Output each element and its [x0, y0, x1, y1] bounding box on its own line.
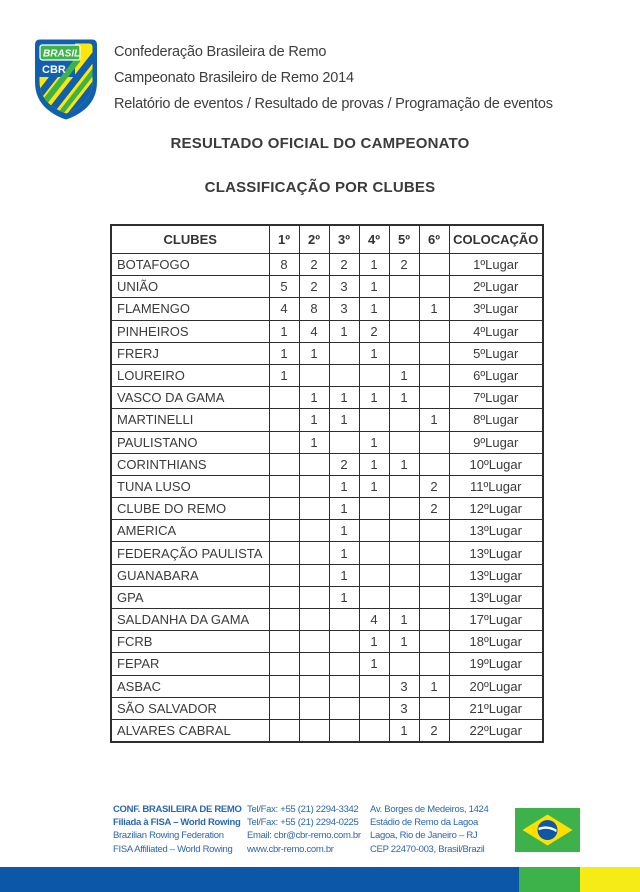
place-count-cell: [269, 697, 299, 719]
place-count-cell: [269, 653, 299, 675]
place-count-cell: [269, 675, 299, 697]
place-count-cell: [419, 631, 449, 653]
place-count-cell: 1: [299, 387, 329, 409]
footer-address-column: [370, 803, 530, 856]
club-name-cell: UNIÃO: [111, 276, 269, 298]
event-name-line: Campeonato Brasileiro de Remo 2014: [114, 70, 354, 86]
place-count-cell: [269, 631, 299, 653]
place-count-cell: [419, 520, 449, 542]
place-count-cell: [389, 498, 419, 520]
place-count-cell: 1: [419, 298, 449, 320]
col-header-place-1: 1º: [269, 225, 299, 254]
colocacao-cell: 13ºLugar: [449, 542, 543, 564]
document-header: [30, 36, 553, 122]
place-count-cell: 4: [359, 609, 389, 631]
table-row: [111, 342, 543, 364]
place-count-cell: 2: [359, 320, 389, 342]
logo-cbr-text: CBR: [42, 64, 66, 76]
place-count-cell: [419, 697, 449, 719]
place-count-cell: [269, 719, 299, 742]
club-name-cell: CORINTHIANS: [111, 453, 269, 475]
place-count-cell: 1: [359, 254, 389, 276]
place-count-cell: [419, 586, 449, 608]
place-count-cell: [269, 453, 299, 475]
place-count-cell: [389, 298, 419, 320]
place-count-cell: [419, 564, 449, 586]
club-name-cell: LOUREIRO: [111, 364, 269, 386]
place-count-cell: [269, 609, 299, 631]
club-name-cell: SÃO SALVADOR: [111, 697, 269, 719]
title-classification-by-clubs: CLASSIFICAÇÃO POR CLUBES: [204, 179, 436, 196]
place-count-cell: [359, 697, 389, 719]
place-count-cell: [419, 542, 449, 564]
place-count-cell: 1: [419, 675, 449, 697]
place-count-cell: [299, 609, 329, 631]
place-count-cell: [359, 586, 389, 608]
place-count-cell: 8: [269, 254, 299, 276]
logo-brasil-text: BRASIL: [43, 48, 81, 60]
club-name-cell: CLUBE DO REMO: [111, 498, 269, 520]
club-name-cell: FCRB: [111, 631, 269, 653]
colocacao-cell: 13ºLugar: [449, 520, 543, 542]
place-count-cell: 1: [269, 342, 299, 364]
colocacao-cell: 12ºLugar: [449, 498, 543, 520]
place-count-cell: 1: [329, 498, 359, 520]
header-text-block: [114, 36, 553, 122]
colocacao-cell: 21ºLugar: [449, 697, 543, 719]
footer-address-line: Lagoa, Rio de Janeiro – RJ: [370, 830, 478, 842]
table-row: [111, 254, 543, 276]
colocacao-cell: 22ºLugar: [449, 719, 543, 742]
place-count-cell: 1: [299, 342, 329, 364]
place-count-cell: 1: [269, 320, 299, 342]
table-row: [111, 586, 543, 608]
col-header-place-3: 3º: [329, 225, 359, 254]
place-count-cell: 2: [329, 453, 359, 475]
place-count-cell: 1: [389, 364, 419, 386]
colocacao-cell: 20ºLugar: [449, 675, 543, 697]
place-count-cell: 3: [329, 298, 359, 320]
place-count-cell: 1: [269, 364, 299, 386]
colocacao-cell: 5ºLugar: [449, 342, 543, 364]
colocacao-cell: 1ºLugar: [449, 254, 543, 276]
place-count-cell: 1: [389, 387, 419, 409]
club-name-cell: FRERJ: [111, 342, 269, 364]
brazil-flag-icon: [515, 808, 580, 852]
place-count-cell: [389, 409, 419, 431]
place-count-cell: 1: [359, 653, 389, 675]
table-row: [111, 542, 543, 564]
place-count-cell: 2: [299, 254, 329, 276]
place-count-cell: 1: [359, 342, 389, 364]
club-name-cell: GPA: [111, 586, 269, 608]
col-header-clubes: CLUBES: [111, 225, 269, 254]
place-count-cell: [269, 586, 299, 608]
colocacao-cell: 4ºLugar: [449, 320, 543, 342]
place-count-cell: [389, 276, 419, 298]
place-count-cell: 1: [359, 431, 389, 453]
place-count-cell: [389, 342, 419, 364]
place-count-cell: [419, 276, 449, 298]
club-name-cell: FEPAR: [111, 653, 269, 675]
place-count-cell: [299, 498, 329, 520]
col-header-place-4: 4º: [359, 225, 389, 254]
club-name-cell: FLAMENGO: [111, 298, 269, 320]
place-count-cell: [269, 542, 299, 564]
colocacao-cell: 3ºLugar: [449, 298, 543, 320]
place-count-cell: [359, 675, 389, 697]
place-count-cell: [359, 542, 389, 564]
col-header-place-6: 6º: [419, 225, 449, 254]
footer-address-line: Estádio de Remo da Lagoa: [370, 817, 478, 829]
place-count-cell: [359, 719, 389, 742]
place-count-cell: 1: [389, 609, 419, 631]
colocacao-cell: 13ºLugar: [449, 564, 543, 586]
place-count-cell: 2: [299, 276, 329, 298]
place-count-cell: 3: [389, 675, 419, 697]
place-count-cell: [299, 631, 329, 653]
table-row: [111, 653, 543, 675]
place-count-cell: [359, 409, 389, 431]
place-count-cell: [299, 697, 329, 719]
colocacao-cell: 9ºLugar: [449, 431, 543, 453]
footer-org-line: FISA Affiliated – World Rowing: [113, 843, 233, 855]
table-row: [111, 675, 543, 697]
table-row: [111, 387, 543, 409]
club-name-cell: GUANABARA: [111, 564, 269, 586]
place-count-cell: [389, 542, 419, 564]
place-count-cell: 1: [329, 320, 359, 342]
table-header-row: [111, 225, 543, 254]
table-row: [111, 719, 543, 742]
place-count-cell: 2: [419, 498, 449, 520]
table-row: [111, 697, 543, 719]
place-count-cell: 4: [299, 320, 329, 342]
table-row: [111, 609, 543, 631]
place-count-cell: [299, 475, 329, 497]
place-count-cell: [269, 498, 299, 520]
club-name-cell: ALVARES CABRAL: [111, 719, 269, 742]
place-count-cell: 8: [299, 298, 329, 320]
place-count-cell: [299, 520, 329, 542]
place-count-cell: [389, 320, 419, 342]
club-name-cell: VASCO DA GAMA: [111, 387, 269, 409]
place-count-cell: [359, 498, 389, 520]
club-name-cell: BOTAFOGO: [111, 254, 269, 276]
club-name-cell: PINHEIROS: [111, 320, 269, 342]
place-count-cell: 1: [419, 409, 449, 431]
place-count-cell: [299, 542, 329, 564]
colocacao-cell: 19ºLugar: [449, 653, 543, 675]
club-name-cell: AMERICA: [111, 520, 269, 542]
place-count-cell: [419, 254, 449, 276]
colocacao-cell: 8ºLugar: [449, 409, 543, 431]
footer-org-column: [113, 803, 247, 856]
footer-contact-line: Tel/Fax: +55 (21) 2294-0225: [247, 817, 359, 829]
table-row: [111, 631, 543, 653]
place-count-cell: [329, 719, 359, 742]
place-count-cell: [389, 520, 419, 542]
place-count-cell: [359, 364, 389, 386]
place-count-cell: 1: [329, 542, 359, 564]
place-count-cell: 1: [389, 719, 419, 742]
place-count-cell: 1: [329, 409, 359, 431]
colocacao-cell: 18ºLugar: [449, 631, 543, 653]
document-footer: [113, 803, 530, 856]
place-count-cell: 1: [329, 520, 359, 542]
place-count-cell: 1: [359, 298, 389, 320]
footer-org-line: Filiada à FISA – World Rowing: [113, 817, 241, 829]
place-count-cell: [419, 387, 449, 409]
col-header-place-2: 2º: [299, 225, 329, 254]
footer-org-line: Brazilian Rowing Federation: [113, 830, 224, 842]
table-row: [111, 475, 543, 497]
club-name-cell: MARTINELLI: [111, 409, 269, 431]
place-count-cell: [299, 453, 329, 475]
cbr-logo-icon: [30, 36, 102, 122]
footer-org-line: CONF. BRASILEIRA DE REMO: [113, 804, 242, 815]
footer-contact-line: www.cbr-remo.com.br: [247, 843, 334, 855]
footer-address-line: CEP 22470-003, Brasil/Brazil: [370, 843, 485, 855]
place-count-cell: [329, 631, 359, 653]
bar-yellow-segment: [580, 867, 640, 892]
place-count-cell: 1: [389, 453, 419, 475]
place-count-cell: [419, 609, 449, 631]
place-count-cell: [299, 564, 329, 586]
colocacao-cell: 11ºLugar: [449, 475, 543, 497]
place-count-cell: 1: [329, 387, 359, 409]
place-count-cell: [329, 653, 359, 675]
place-count-cell: 1: [389, 631, 419, 653]
place-count-cell: [419, 320, 449, 342]
title-official-result: RESULTADO OFICIAL DO CAMPEONATO: [170, 135, 470, 152]
place-count-cell: 1: [359, 453, 389, 475]
place-count-cell: [269, 409, 299, 431]
table-row: [111, 364, 543, 386]
place-count-cell: [419, 653, 449, 675]
place-count-cell: 3: [329, 276, 359, 298]
place-count-cell: 1: [299, 431, 329, 453]
colocacao-cell: 13ºLugar: [449, 586, 543, 608]
colocacao-cell: 17ºLugar: [449, 609, 543, 631]
footer-address-line: Av. Borges de Medeiros, 1424: [370, 804, 489, 815]
place-count-cell: [299, 675, 329, 697]
club-name-cell: TUNA LUSO: [111, 475, 269, 497]
place-count-cell: [269, 475, 299, 497]
footer-contact-line: Email: cbr@cbr-remo.com.br: [247, 830, 361, 842]
col-header-place-5: 5º: [389, 225, 419, 254]
col-header-colocacao: COLOCAÇÃO: [449, 225, 543, 254]
club-name-cell: PAULISTANO: [111, 431, 269, 453]
place-count-cell: 2: [419, 719, 449, 742]
place-count-cell: [329, 609, 359, 631]
place-count-cell: 4: [269, 298, 299, 320]
place-count-cell: [359, 520, 389, 542]
place-count-cell: 5: [269, 276, 299, 298]
colocacao-cell: 2ºLugar: [449, 276, 543, 298]
place-count-cell: 1: [359, 387, 389, 409]
table-row: [111, 409, 543, 431]
place-count-cell: [329, 697, 359, 719]
table-row: [111, 298, 543, 320]
table-row: [111, 276, 543, 298]
place-count-cell: [269, 520, 299, 542]
place-count-cell: [299, 364, 329, 386]
table-row: [111, 564, 543, 586]
place-count-cell: [269, 387, 299, 409]
place-count-cell: [389, 653, 419, 675]
place-count-cell: [389, 431, 419, 453]
footer-contact-column: [247, 803, 370, 856]
footer-contact-line: Tel/Fax: +55 (21) 2294-3342: [247, 804, 359, 815]
table-row: [111, 520, 543, 542]
place-count-cell: [269, 431, 299, 453]
bar-blue-segment: [0, 867, 519, 892]
place-count-cell: 1: [359, 475, 389, 497]
place-count-cell: 1: [329, 586, 359, 608]
place-count-cell: 1: [359, 631, 389, 653]
table-row: [111, 453, 543, 475]
place-count-cell: [359, 564, 389, 586]
place-count-cell: [419, 342, 449, 364]
table-row: [111, 498, 543, 520]
place-count-cell: [419, 364, 449, 386]
bar-green-segment: [519, 867, 580, 892]
place-count-cell: 1: [329, 564, 359, 586]
place-count-cell: 2: [329, 254, 359, 276]
place-count-cell: [269, 564, 299, 586]
club-name-cell: SALDANHA DA GAMA: [111, 609, 269, 631]
place-count-cell: 3: [389, 697, 419, 719]
place-count-cell: [389, 564, 419, 586]
place-count-cell: 1: [329, 475, 359, 497]
place-count-cell: [329, 364, 359, 386]
place-count-cell: 2: [389, 254, 419, 276]
colocacao-cell: 6ºLugar: [449, 364, 543, 386]
place-count-cell: [419, 431, 449, 453]
table-body: [111, 254, 543, 743]
org-name-line: Confederação Brasileira de Remo: [114, 44, 327, 60]
place-count-cell: 2: [419, 475, 449, 497]
classification-table: [110, 224, 544, 743]
place-count-cell: [299, 719, 329, 742]
place-count-cell: [329, 342, 359, 364]
place-count-cell: 1: [299, 409, 329, 431]
place-count-cell: [299, 586, 329, 608]
colocacao-cell: 7ºLugar: [449, 387, 543, 409]
bottom-color-bar: [0, 867, 640, 892]
club-name-cell: ASBAC: [111, 675, 269, 697]
place-count-cell: [419, 453, 449, 475]
table-row: [111, 431, 543, 453]
table-row: [111, 320, 543, 342]
place-count-cell: [329, 675, 359, 697]
club-name-cell: FEDERAÇÃO PAULISTA: [111, 542, 269, 564]
place-count-cell: [389, 586, 419, 608]
place-count-cell: [389, 475, 419, 497]
colocacao-cell: 10ºLugar: [449, 453, 543, 475]
report-type-line: Relatório de eventos / Resultado de provas / Programação de eventos: [114, 96, 553, 112]
place-count-cell: [329, 431, 359, 453]
place-count-cell: 1: [359, 276, 389, 298]
place-count-cell: [299, 653, 329, 675]
